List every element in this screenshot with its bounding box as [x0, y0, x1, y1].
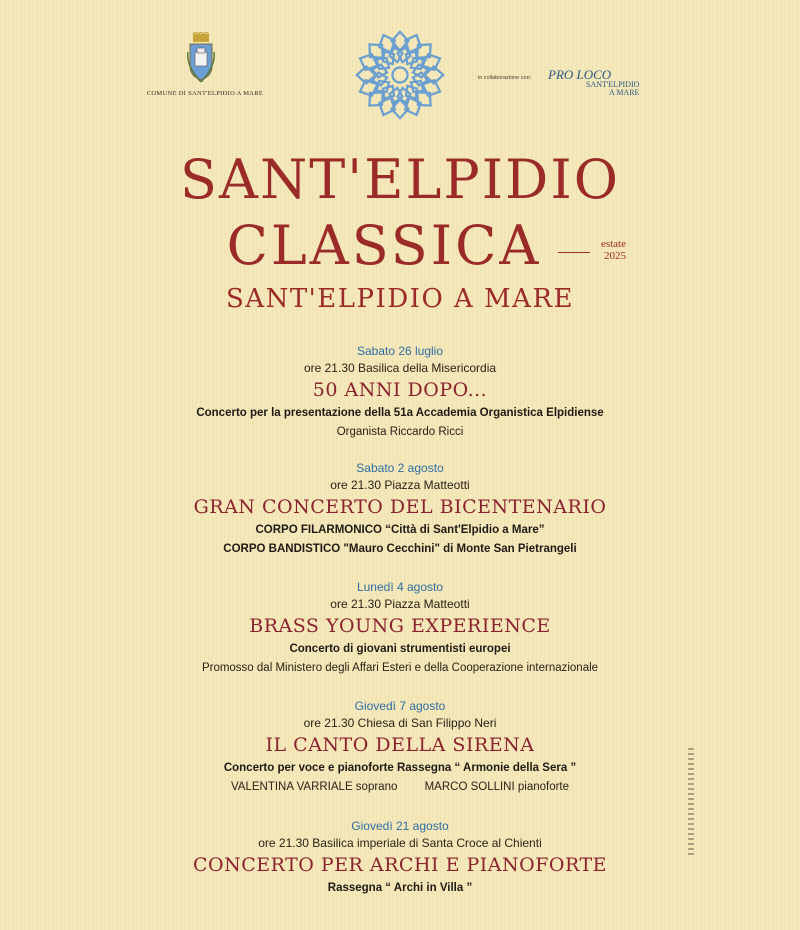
- event-description: Concerto per la presentazione della 51a Accademia Organistica Elpidiense: [196, 407, 604, 419]
- event-venue: ore 21.30 Basilica della Misericordia: [303, 361, 497, 375]
- event-promoter: Promosso dal Ministero degli Affari Esteri e della Cooperazione internazionale: [201, 662, 599, 674]
- edition-label: [586, 238, 626, 262]
- title-line1: SANT'ELPIDIO: [180, 148, 620, 211]
- comune-label: COMUNE DI SANT'ELPIDIO A MARE: [146, 90, 264, 97]
- comune-crest-icon: [186, 32, 216, 86]
- collaboration-label: in collaborazione con:: [478, 75, 532, 81]
- edition-season: estate: [600, 238, 626, 250]
- event-date: Lunedì 4 agosto: [356, 580, 444, 594]
- header: [0, 0, 800, 130]
- event-venue: ore 21.30 Piazza Matteotti: [330, 597, 470, 611]
- event-venue: ore 21.30 Chiesa di San Filippo Neri: [303, 716, 497, 730]
- rosette-petal: [417, 44, 430, 57]
- event-description: Concerto di giovani strumentisti europei: [289, 643, 511, 655]
- event-4: [0, 697, 800, 797]
- event-date: Sabato 2 agosto: [356, 461, 444, 475]
- title-line2: CLASSICA: [226, 214, 542, 277]
- vertical-credit-strip: [688, 748, 694, 858]
- event-title: 50 ANNI DOPO...: [312, 379, 488, 401]
- rosette-petal: [417, 92, 430, 105]
- event-2: [0, 459, 800, 559]
- rosette-petal: [369, 44, 382, 57]
- rosette-center: [392, 67, 407, 82]
- event-3: [0, 578, 800, 678]
- event-date: Giovedì 21 agosto: [351, 819, 449, 833]
- event-description: CORPO FILARMONICO “Città di Sant'Elpidio a Mare”: [255, 524, 545, 536]
- proloco-subtitle: [586, 81, 639, 97]
- event-venue: ore 21.30 Piazza Matteotti: [330, 478, 470, 492]
- event-date: Sabato 26 luglio: [356, 344, 444, 358]
- event-1: [0, 342, 800, 442]
- edition-year: 2025: [604, 250, 626, 262]
- proloco-name: PRO LOCO: [548, 67, 612, 82]
- performer-pianist: MARCO SOLLINI pianoforte: [424, 781, 570, 793]
- event-title: IL CANTO DELLA SIRENA: [265, 734, 535, 756]
- event-title: CONCERTO PER ARCHI E PIANOFORTE: [193, 854, 607, 876]
- event-description: Rassegna “ Archi in Villa ”: [327, 882, 473, 894]
- event-venue: ore 21.30 Basilica imperiale di Santa Croce al Chienti: [258, 836, 542, 850]
- event-performer: Organista Riccardo Ricci: [336, 426, 464, 438]
- title-location: SANT'ELPIDIO A MARE: [225, 284, 575, 314]
- proloco-sub-line1: SANT'ELPIDIO: [586, 80, 640, 89]
- proloco-sub-line2: A MARE: [608, 88, 640, 97]
- rosette-logo-icon: [353, 28, 447, 122]
- event-title: GRAN CONCERTO DEL BICENTENARIO: [193, 496, 607, 518]
- event-performers: [0, 778, 800, 797]
- event-title: BRASS YOUNG EXPERIENCE: [249, 615, 551, 637]
- event-5: [0, 817, 800, 898]
- event-description-2: CORPO BANDISTICO "Mauro Cecchini" di Monte San Pietrangeli: [223, 543, 577, 555]
- event-description: Concerto per voce e pianoforte Rassegna “ Armonie della Sera ”: [223, 762, 577, 774]
- performer-soprano: VALENTINA VARRIALE soprano: [230, 781, 398, 793]
- rosette-petal: [369, 92, 382, 105]
- proloco-logo-icon: [548, 63, 644, 99]
- event-date: Giovedì 7 agosto: [354, 699, 446, 713]
